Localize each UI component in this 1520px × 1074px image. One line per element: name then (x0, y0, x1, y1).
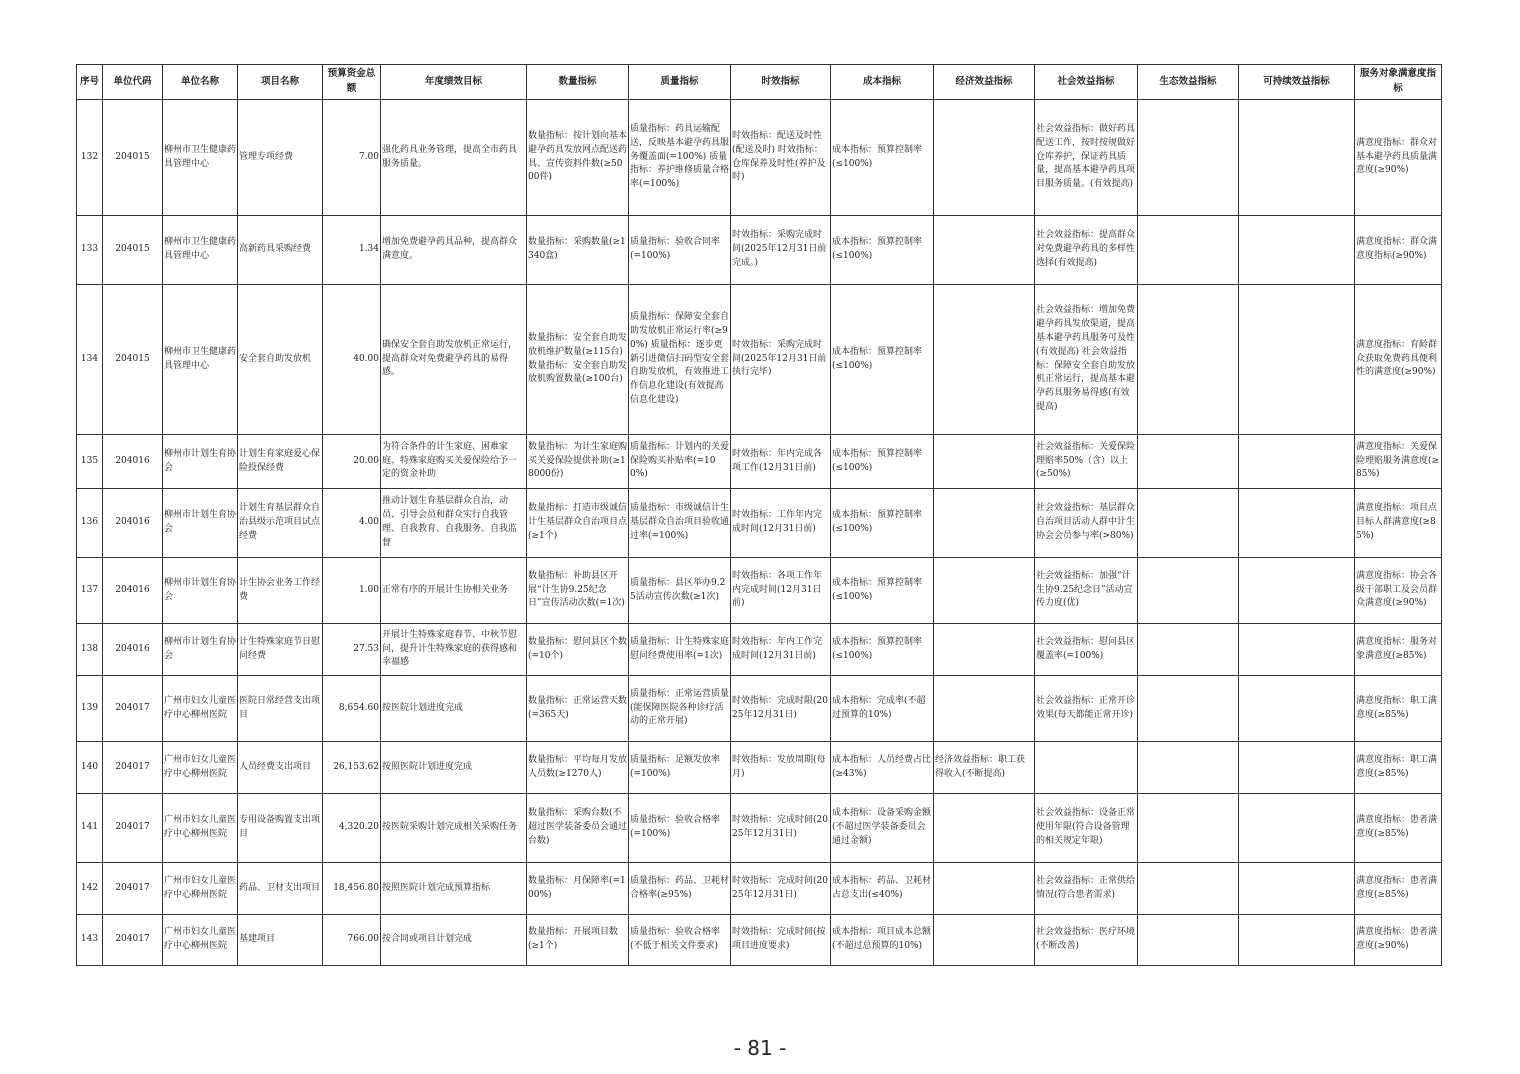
cell-unit-name: 广州市妇女儿童医疗中心柳州医院 (163, 794, 238, 863)
cell-timeliness-indicator: 时效指标：完成时间(2025年12月31日) (731, 794, 831, 863)
cell-project-name: 管理专项经费 (238, 100, 323, 216)
cell-cost-indicator: 成本指标：预算控制率(≤100%) (831, 435, 934, 489)
cell-annual-goal: 按合同或项目计划完成 (381, 915, 527, 966)
cell-economic-indicator: 经济效益指标：职工获得收入(不断提高) (934, 742, 1035, 794)
cell-satisfaction-indicator: 满意度指标：协会各级干部职工及会员群众满意度(≥90%) (1355, 558, 1442, 624)
cell-index: 140 (77, 742, 103, 794)
header-ecological: 生态效益指标 (1138, 65, 1239, 100)
cell-ecological-indicator (1138, 558, 1239, 624)
cell-project-name: 高新药具采购经费 (238, 216, 323, 285)
cell-social-indicator: 社会效益指标：医疗环境(不断改善) (1035, 915, 1138, 966)
header-unit-code: 单位代码 (103, 65, 163, 100)
cell-sustainable-indicator (1239, 863, 1355, 915)
cell-economic-indicator (934, 863, 1035, 915)
cell-project-name: 计生协会业务工作经费 (238, 558, 323, 624)
cell-unit-name: 柳州市计划生育协会 (163, 435, 238, 489)
cell-sustainable-indicator (1239, 742, 1355, 794)
cell-budget: 766.00 (323, 915, 381, 966)
cell-economic-indicator (934, 558, 1035, 624)
cell-index: 141 (77, 794, 103, 863)
cell-cost-indicator: 成本指标：预算控制率(≤100%) (831, 489, 934, 558)
header-cost: 成本指标 (831, 65, 934, 100)
cell-quality-indicator: 质量指标：计生特殊家庭慰问经费使用率(=1次) (629, 624, 731, 676)
cell-social-indicator: 社会效益指标：关爱保险理赔率50%（含）以上(≥50%) (1035, 435, 1138, 489)
table-row (77, 676, 1442, 742)
cell-annual-goal: 强化药具业务管理，提高全市药具服务质量。 (381, 100, 527, 216)
cell-quantity-indicator: 数量指标：按计划向基本避孕药具发放网点配送药具、宣传资料件数(≥5000件) (527, 100, 629, 216)
table-row (77, 285, 1442, 435)
table-row (77, 100, 1442, 216)
cell-unit-code: 204017 (103, 915, 163, 966)
cell-quantity-indicator: 数量指标：月保障率(=100%) (527, 863, 629, 915)
cell-satisfaction-indicator: 满意度指标：育龄群众获取免费药具便利性的满意度(≥90%) (1355, 285, 1442, 435)
cell-index: 134 (77, 285, 103, 435)
cell-project-name: 计生特殊家庭节日慰问经费 (238, 624, 323, 676)
cell-unit-name: 柳州市计划生育协会 (163, 558, 238, 624)
cell-quality-indicator: 质量指标：足额发放率(=100%) (629, 742, 731, 794)
cell-cost-indicator: 成本指标：预算控制率(≤100%) (831, 100, 934, 216)
cell-quality-indicator: 质量指标：保障安全套自助发放机正常运行率(≥90%) 质量指标：逐步更新引进微信扫码型安全套自助发放机，有效推进工作信息化建设(有效提高信息化建设) (629, 285, 731, 435)
cell-quantity-indicator: 数量指标：补助县区开展“计生协9.25纪念日”宣传活动次数(=1次) (527, 558, 629, 624)
cell-quantity-indicator: 数量指标：打造市级诚信计生基层群众自治项目点(≥1个) (527, 489, 629, 558)
cell-annual-goal: 开展计生特殊家庭春节、中秋节慰问，提升计生特殊家庭的获得感和幸福感 (381, 624, 527, 676)
cell-economic-indicator (934, 100, 1035, 216)
cell-social-indicator: 社会效益指标：增加免费避孕药具发放渠道，提高基本避孕药具服务可及性(有效提高) 社会效益指标：保障安全套自助发放机正常运行，提高基本避孕药具服务易得感(有效提高) (1035, 285, 1138, 435)
cell-satisfaction-indicator: 满意度指标：患者满意度(≥85%) (1355, 794, 1442, 863)
cell-quantity-indicator: 数量指标：平均每月发放人员数(≥1270人) (527, 742, 629, 794)
cell-quantity-indicator: 数量指标：为计生家庭购买关爱保险提供补助(≥18000份) (527, 435, 629, 489)
table-row (77, 216, 1442, 285)
cell-quality-indicator: 质量指标：验收合格率(不低于相关文件要求) (629, 915, 731, 966)
cell-quantity-indicator: 数量指标：慰问县区个数(=10个) (527, 624, 629, 676)
cell-quality-indicator: 质量指标：县区举办9.25活动宣传次数(≥1次) (629, 558, 731, 624)
cell-social-indicator (1035, 742, 1138, 794)
cell-sustainable-indicator (1239, 558, 1355, 624)
cell-annual-goal: 推动计划生育基层群众自治，动员、引导会员和群众实行自我管理、自我教育、自我服务、自我监督 (381, 489, 527, 558)
cell-unit-code: 204016 (103, 624, 163, 676)
cell-quality-indicator: 质量指标：验收合格率(=100%) (629, 794, 731, 863)
cell-unit-name: 柳州市计划生育协会 (163, 624, 238, 676)
header-quality: 质量指标 (629, 65, 731, 100)
cell-economic-indicator (934, 915, 1035, 966)
cell-social-indicator: 社会效益指标：基层群众自治项目活动人群中计生协会会员参与率(>80%) (1035, 489, 1138, 558)
cell-unit-code: 204017 (103, 742, 163, 794)
table-row (77, 794, 1442, 863)
cell-quality-indicator: 质量指标：正常运营质量(能保障医院各种诊疗活动的正常开展) (629, 676, 731, 742)
cell-project-name: 医院日常经营支出项目 (238, 676, 323, 742)
cell-unit-name: 柳州市计划生育协会 (163, 489, 238, 558)
cell-unit-code: 204015 (103, 285, 163, 435)
header-project-name: 项目名称 (238, 65, 323, 100)
cell-economic-indicator (934, 794, 1035, 863)
cell-satisfaction-indicator: 满意度指标：患者满意度(≥85%) (1355, 863, 1442, 915)
cell-cost-indicator: 成本指标：预算控制率(≤100%) (831, 216, 934, 285)
header-annual-goal: 年度绩效目标 (381, 65, 527, 100)
cell-ecological-indicator (1138, 915, 1239, 966)
cell-unit-code: 204017 (103, 863, 163, 915)
header-unit-name: 单位名称 (163, 65, 238, 100)
cell-satisfaction-indicator: 满意度指标：患者满意度(≥90%) (1355, 915, 1442, 966)
header-sustainable: 可持续效益指标 (1239, 65, 1355, 100)
cell-timeliness-indicator: 时效指标：配送及时性(配送及时) 时效指标：仓库保养及时性(养护及时) (731, 100, 831, 216)
cell-index: 135 (77, 435, 103, 489)
cell-index: 133 (77, 216, 103, 285)
cell-ecological-indicator (1138, 863, 1239, 915)
cell-unit-code: 204017 (103, 794, 163, 863)
cell-economic-indicator (934, 676, 1035, 742)
cell-social-indicator: 社会效益指标：正常供给情况(符合患者需求) (1035, 863, 1138, 915)
cell-timeliness-indicator: 时效指标：完成时间(2025年12月31日) (731, 863, 831, 915)
cell-budget: 4,320.20 (323, 794, 381, 863)
cell-annual-goal: 增加免费避孕药具品种，提高群众满意度。 (381, 216, 527, 285)
cell-social-indicator: 社会效益指标：设备正常使用年限(符合设备管理的相关规定年限) (1035, 794, 1138, 863)
cell-project-name: 计划生育基层群众自治县级示范项目试点经费 (238, 489, 323, 558)
cell-index: 132 (77, 100, 103, 216)
cell-unit-code: 204016 (103, 435, 163, 489)
cell-timeliness-indicator: 时效指标：完成时间(按项目进度要求) (731, 915, 831, 966)
cell-quantity-indicator: 数量指标：正常运营天数(=365天) (527, 676, 629, 742)
cell-budget: 1.34 (323, 216, 381, 285)
cell-unit-name: 广州市妇女儿童医疗中心柳州医院 (163, 863, 238, 915)
cell-timeliness-indicator: 时效指标：发放周期(每月) (731, 742, 831, 794)
header-index: 序号 (77, 65, 103, 100)
cell-quality-indicator: 质量指标：药具运输配送，反映基本避孕药具服务覆盖面(=100%) 质量指标：养护维修质量合格率(=100%) (629, 100, 731, 216)
cell-quantity-indicator: 数量指标：采购数量(≥1340盒) (527, 216, 629, 285)
cell-social-indicator: 社会效益指标：正常开诊效果(每天都能正常开诊) (1035, 676, 1138, 742)
header-satisfaction: 服务对象满意度指标 (1355, 65, 1442, 100)
table-row (77, 558, 1442, 624)
cell-budget: 27.53 (323, 624, 381, 676)
cell-satisfaction-indicator: 满意度指标：职工满意度(≥85%) (1355, 676, 1442, 742)
cell-annual-goal: 确保安全套自助发放机正常运行，提高群众对免费避孕药具的易得感。 (381, 285, 527, 435)
cell-sustainable-indicator (1239, 915, 1355, 966)
cell-budget: 7.00 (323, 100, 381, 216)
cell-unit-code: 204015 (103, 216, 163, 285)
cell-budget: 26,153.62 (323, 742, 381, 794)
cell-unit-name: 广州市妇女儿童医疗中心柳州医院 (163, 915, 238, 966)
cell-satisfaction-indicator: 满意度指标：服务对象满意度(≥85%) (1355, 624, 1442, 676)
header-budget: 预算资金总额 (323, 65, 381, 100)
cell-timeliness-indicator: 时效指标：采购完成时间(2025年12月31日前执行完毕) (731, 285, 831, 435)
cell-sustainable-indicator (1239, 794, 1355, 863)
performance-table (76, 64, 1442, 966)
cell-annual-goal: 正常有序的开展计生协相关业务 (381, 558, 527, 624)
cell-budget: 18,456.80 (323, 863, 381, 915)
cell-economic-indicator (934, 624, 1035, 676)
cell-sustainable-indicator (1239, 435, 1355, 489)
cell-ecological-indicator (1138, 794, 1239, 863)
cell-satisfaction-indicator: 满意度指标：关爱保险理赔服务满意度(≥85%) (1355, 435, 1442, 489)
cell-annual-goal: 按照医院计划完成预算指标 (381, 863, 527, 915)
cell-satisfaction-indicator: 满意度指标：职工满意度(≥85%) (1355, 742, 1442, 794)
cell-timeliness-indicator: 时效指标：工作年内完成时间(12月31日前) (731, 489, 831, 558)
cell-project-name: 专用设备购置支出项目 (238, 794, 323, 863)
cell-timeliness-indicator: 时效指标：年内完成各项工作(12月31日前) (731, 435, 831, 489)
header-quantity: 数量指标 (527, 65, 629, 100)
table-header-row (77, 65, 1442, 100)
cell-ecological-indicator (1138, 100, 1239, 216)
cell-unit-code: 204016 (103, 489, 163, 558)
cell-satisfaction-indicator: 满意度指标：群众对基本避孕药具质量满意度(≥90%) (1355, 100, 1442, 216)
cell-unit-name: 广州市妇女儿童医疗中心柳州医院 (163, 742, 238, 794)
cell-economic-indicator (934, 489, 1035, 558)
cell-sustainable-indicator (1239, 489, 1355, 558)
cell-social-indicator: 社会效益指标：慰问县区覆盖率(=100%) (1035, 624, 1138, 676)
table-row (77, 915, 1442, 966)
cell-sustainable-indicator (1239, 624, 1355, 676)
cell-project-name: 药品、卫材支出项目 (238, 863, 323, 915)
cell-sustainable-indicator (1239, 285, 1355, 435)
cell-cost-indicator: 成本指标：项目成本总额(不超过总预算的10%) (831, 915, 934, 966)
cell-satisfaction-indicator: 满意度指标：群众满意度指标(≥90%) (1355, 216, 1442, 285)
cell-quantity-indicator: 数量指标：采购台数(不超过医学装备委员会通过台数) (527, 794, 629, 863)
cell-ecological-indicator (1138, 624, 1239, 676)
cell-ecological-indicator (1138, 216, 1239, 285)
header-social: 社会效益指标 (1035, 65, 1138, 100)
cell-unit-name: 广州市妇女儿童医疗中心柳州医院 (163, 676, 238, 742)
header-timeliness: 时效指标 (731, 65, 831, 100)
cell-ecological-indicator (1138, 742, 1239, 794)
cell-index: 139 (77, 676, 103, 742)
cell-quantity-indicator: 数量指标：安全套自助发放机维护数量(≥115台) 数量指标：安全套自助发放机购置数量(≥100台) (527, 285, 629, 435)
cell-project-name: 人员经费支出项目 (238, 742, 323, 794)
cell-quality-indicator: 质量指标：验收合同率(=100%) (629, 216, 731, 285)
cell-quantity-indicator: 数量指标：开展项目数(≥1个) (527, 915, 629, 966)
cell-timeliness-indicator: 时效指标：年内工作完成时间(12月31日前) (731, 624, 831, 676)
cell-cost-indicator: 成本指标：药品、卫耗材占总支出(≤40%) (831, 863, 934, 915)
cell-annual-goal: 按照医院计划进度完成 (381, 742, 527, 794)
cell-ecological-indicator (1138, 435, 1239, 489)
cell-timeliness-indicator: 时效指标：完成时限(2025年12月31日) (731, 676, 831, 742)
cell-quality-indicator: 质量指标：计划内的关爱保险购买补贴率(=100%) (629, 435, 731, 489)
cell-unit-code: 204015 (103, 100, 163, 216)
cell-satisfaction-indicator: 满意度指标：项目点目标人群满意度(≥85%) (1355, 489, 1442, 558)
cell-quality-indicator: 质量指标：市级诚信计生基层群众自治项目验收通过率(=100%) (629, 489, 731, 558)
cell-quality-indicator: 质量指标：药品、卫耗材合格率(≥95%) (629, 863, 731, 915)
cell-social-indicator: 社会效益指标：做好药具配送工作，按时按规做好仓库养护，保证药具质量，提高基本避孕药具项目服务质量。(有效提高) (1035, 100, 1138, 216)
cell-ecological-indicator (1138, 676, 1239, 742)
cell-social-indicator: 社会效益指标：提高群众对免费避孕药具的多样性选择(有效提高) (1035, 216, 1138, 285)
cell-index: 136 (77, 489, 103, 558)
header-economic: 经济效益指标 (934, 65, 1035, 100)
cell-unit-name: 柳州市卫生健康药具管理中心 (163, 216, 238, 285)
cell-project-name: 安全套自助发放机 (238, 285, 323, 435)
cell-budget: 1.00 (323, 558, 381, 624)
cell-annual-goal: 为符合条件的计生家庭、困难家庭、特殊家庭购买关爱保险给予一定的资金补助 (381, 435, 527, 489)
cell-index: 137 (77, 558, 103, 624)
cell-timeliness-indicator: 时效指标：采购完成时间(2025年12月31日前完成。) (731, 216, 831, 285)
cell-cost-indicator: 成本指标：预算控制率(≤100%) (831, 624, 934, 676)
cell-sustainable-indicator (1239, 676, 1355, 742)
cell-cost-indicator: 成本指标：完成率(不超过预算的10%) (831, 676, 934, 742)
cell-economic-indicator (934, 285, 1035, 435)
cell-project-name: 计划生育家庭爱心保险投保经费 (238, 435, 323, 489)
cell-timeliness-indicator: 时效指标：各项工作年内完成时间(12月31日前) (731, 558, 831, 624)
cell-budget: 4.00 (323, 489, 381, 558)
cell-unit-name: 柳州市卫生健康药具管理中心 (163, 285, 238, 435)
cell-cost-indicator: 成本指标：人员经费占比(≥43%) (831, 742, 934, 794)
cell-unit-name: 柳州市卫生健康药具管理中心 (163, 100, 238, 216)
table-row (77, 624, 1442, 676)
cell-unit-code: 204017 (103, 676, 163, 742)
cell-index: 138 (77, 624, 103, 676)
cell-social-indicator: 社会效益指标：加强“计生协9.25纪念日”活动宣传力度(优) (1035, 558, 1138, 624)
cell-budget: 20.00 (323, 435, 381, 489)
cell-annual-goal: 按医院采购计划完成相关采购任务 (381, 794, 527, 863)
cell-project-name: 基建项目 (238, 915, 323, 966)
cell-budget: 8,654.60 (323, 676, 381, 742)
cell-index: 142 (77, 863, 103, 915)
cell-index: 143 (77, 915, 103, 966)
page-number: - 81 - (733, 1036, 787, 1060)
cell-ecological-indicator (1138, 489, 1239, 558)
cell-annual-goal: 按医院计划进度完成 (381, 676, 527, 742)
table-row (77, 863, 1442, 915)
cell-economic-indicator (934, 435, 1035, 489)
cell-cost-indicator: 成本指标：预算控制率(≤100%) (831, 558, 934, 624)
table-row (77, 489, 1442, 558)
cell-economic-indicator (934, 216, 1035, 285)
cell-budget: 40.00 (323, 285, 381, 435)
cell-cost-indicator: 成本指标：设备采购金额(不超过医学装备委员会通过金额) (831, 794, 934, 863)
cell-ecological-indicator (1138, 285, 1239, 435)
table-row (77, 742, 1442, 794)
table-row (77, 435, 1442, 489)
cell-sustainable-indicator (1239, 216, 1355, 285)
cell-sustainable-indicator (1239, 100, 1355, 216)
cell-unit-code: 204016 (103, 558, 163, 624)
cell-cost-indicator: 成本指标：预算控制率(≤100%) (831, 285, 934, 435)
